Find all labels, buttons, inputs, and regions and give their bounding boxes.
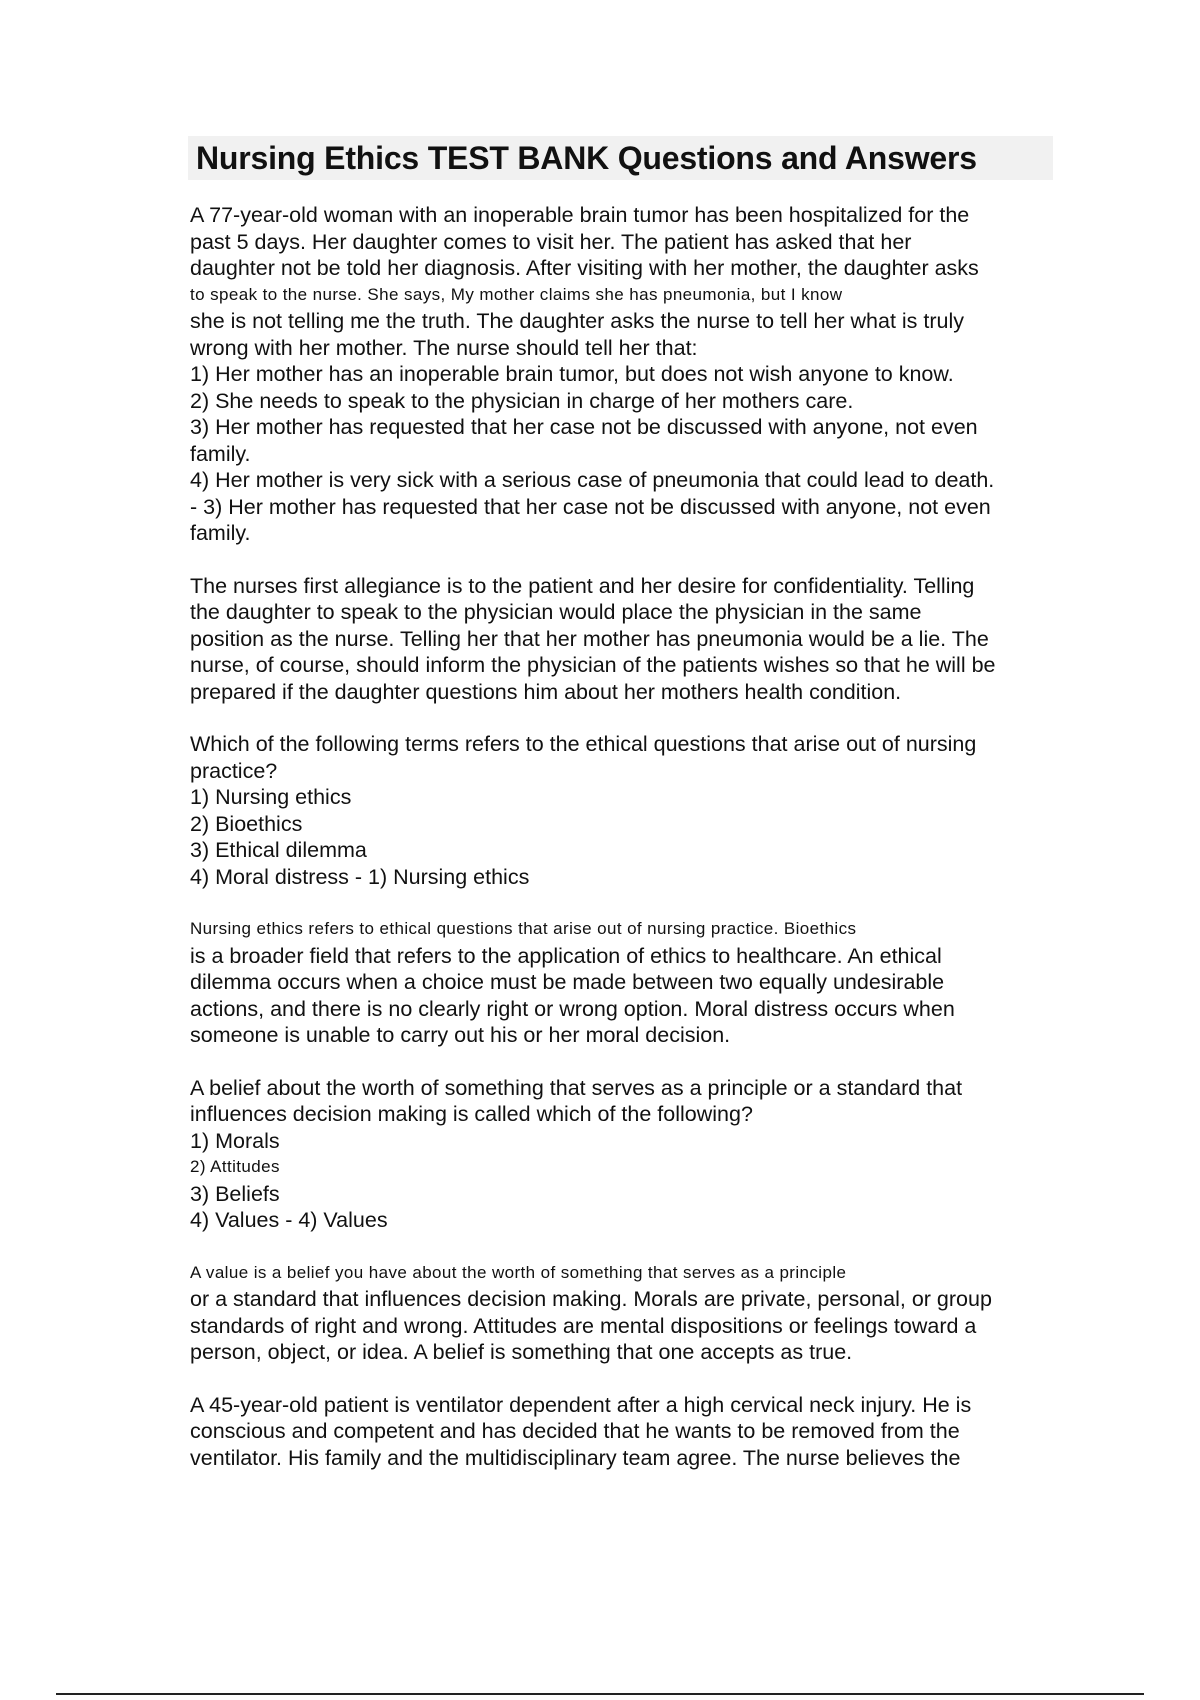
question-3-option-3: 3) Beliefs bbox=[190, 1181, 280, 1206]
question-1-answer-line-1: - 3) Her mother has requested that her case not be discussed with anyone, not even bbox=[190, 494, 991, 519]
question-2-block bbox=[190, 731, 1050, 890]
question-4-line-1: A 45-year-old patient is ventilator dependent after a high cervical neck injury. He is bbox=[190, 1392, 972, 1417]
rationale-1-line-3: position as the nurse. Telling her that her mother has pneumonia would be a lie. The bbox=[190, 626, 989, 651]
question-3-line-2: influences decision making is called which of the following? bbox=[190, 1102, 753, 1126]
rationale-1-line-1: The nurses first allegiance is to the patient and her desire for confidentiality. Telling bbox=[190, 573, 975, 598]
question-3-block bbox=[190, 1075, 1050, 1234]
question-3-line-1: A belief about the worth of something that serves as a principle or a standard that bbox=[190, 1075, 963, 1100]
footer-divider bbox=[56, 1693, 1144, 1695]
section-gap bbox=[190, 1366, 1050, 1392]
rationale-2-line-3: dilemma occurs when a choice must be made between two equally undesirable bbox=[190, 970, 945, 994]
question-2-option-1: 1) Nursing ethics bbox=[190, 785, 352, 809]
rationale-2-line-2: is a broader field that refers to the application of ethics to healthcare. An ethical bbox=[190, 943, 942, 968]
question-1-line-4: to speak to the nurse. She says, My mother claims she has pneumonia, but I know bbox=[190, 284, 843, 304]
question-2-option-3: 3) Ethical dilemma bbox=[190, 838, 367, 862]
section-gap bbox=[190, 1234, 1050, 1260]
question-2-line-2: practice? bbox=[190, 758, 278, 783]
rationale-3-line-2: or a standard that influences decision making. Morals are private, personal, or group bbox=[190, 1287, 992, 1311]
rationale-3-line-4: person, object, or idea. A belief is something that one accepts as true. bbox=[190, 1340, 853, 1364]
question-1-option-1: 1) Her mother has an inoperable brain tumor, but does not wish anyone to know. bbox=[190, 362, 954, 386]
rationale-3-line-3: standards of right and wrong. Attitudes are mental dispositions or feelings toward a bbox=[190, 1313, 977, 1338]
question-1-line-5: she is not telling me the truth. The daughter asks the nurse to tell her what is truly bbox=[190, 309, 965, 333]
rationale-1-line-2: the daughter to speak to the physician would place the physician in the same bbox=[190, 600, 922, 624]
question-1-option-4: 4) Her mother is very sick with a serious case of pneumonia that could lead to death. bbox=[190, 468, 995, 492]
rationale-2-block bbox=[190, 916, 1050, 1049]
question-3-option-1: 1) Morals bbox=[190, 1128, 280, 1153]
question-1-line-2: past 5 days. Her daughter comes to visit her. The patient has asked that her bbox=[190, 229, 912, 254]
question-2-option-2: 2) Bioethics bbox=[190, 811, 303, 836]
question-4-line-2: conscious and competent and has decided that he wants to be removed from the bbox=[190, 1419, 960, 1443]
question-1-block bbox=[190, 202, 1050, 547]
question-2-option-4: 4) Moral distress - 1) Nursing ethics bbox=[190, 864, 530, 889]
rationale-2-line-5: someone is unable to carry out his or her moral decision. bbox=[190, 1023, 731, 1047]
rationale-1-block bbox=[190, 573, 1050, 706]
question-1-line-3: daughter not be told her diagnosis. After visiting with her mother, the daughter asks bbox=[190, 256, 979, 280]
question-1-line-1: A 77-year-old woman with an inoperable brain tumor has been hospitalized for the bbox=[190, 203, 970, 227]
rationale-2-line-1: Nursing ethics refers to ethical questions that arise out of nursing practice. Bioethics bbox=[190, 919, 857, 938]
rationale-3-block bbox=[190, 1260, 1050, 1366]
rationale-2-line-4: actions, and there is no clearly right or wrong option. Moral distress occurs when bbox=[190, 996, 955, 1021]
question-4-block bbox=[190, 1392, 1050, 1472]
question-1-option-3: 3) Her mother has requested that her case not be discussed with anyone, not even bbox=[190, 415, 978, 439]
question-1-line-6: wrong with her mother. The nurse should tell her that: bbox=[190, 335, 698, 360]
rationale-3-line-1: A value is a belief you have about the worth of something that serves as a principle bbox=[190, 1262, 847, 1282]
question-1-answer-line-2: family. bbox=[190, 521, 251, 545]
rationale-1-line-4: nurse, of course, should inform the physician of the patients wishes so that he will be bbox=[190, 653, 996, 677]
title-banner bbox=[188, 136, 1053, 180]
document-title: Nursing Ethics TEST BANK Questions and Answers bbox=[196, 140, 977, 176]
question-3-option-2: 2) Attitudes bbox=[190, 1157, 280, 1176]
question-2-line-1: Which of the following terms refers to the ethical questions that arise out of nursing bbox=[190, 732, 977, 756]
question-1-option-2: 2) She needs to speak to the physician in charge of her mothers care. bbox=[190, 388, 854, 413]
section-gap bbox=[190, 547, 1050, 573]
document-content bbox=[190, 202, 1050, 1471]
section-gap bbox=[190, 705, 1050, 731]
section-gap bbox=[190, 890, 1050, 916]
question-4-line-3: ventilator. His family and the multidisciplinary team agree. The nurse believes the bbox=[190, 1445, 961, 1470]
question-1-option-3-cont: family. bbox=[190, 441, 251, 466]
section-gap bbox=[190, 1049, 1050, 1075]
rationale-1-line-5: prepared if the daughter questions him about her mothers health condition. bbox=[190, 679, 902, 704]
question-3-option-4: 4) Values - 4) Values bbox=[190, 1208, 388, 1232]
